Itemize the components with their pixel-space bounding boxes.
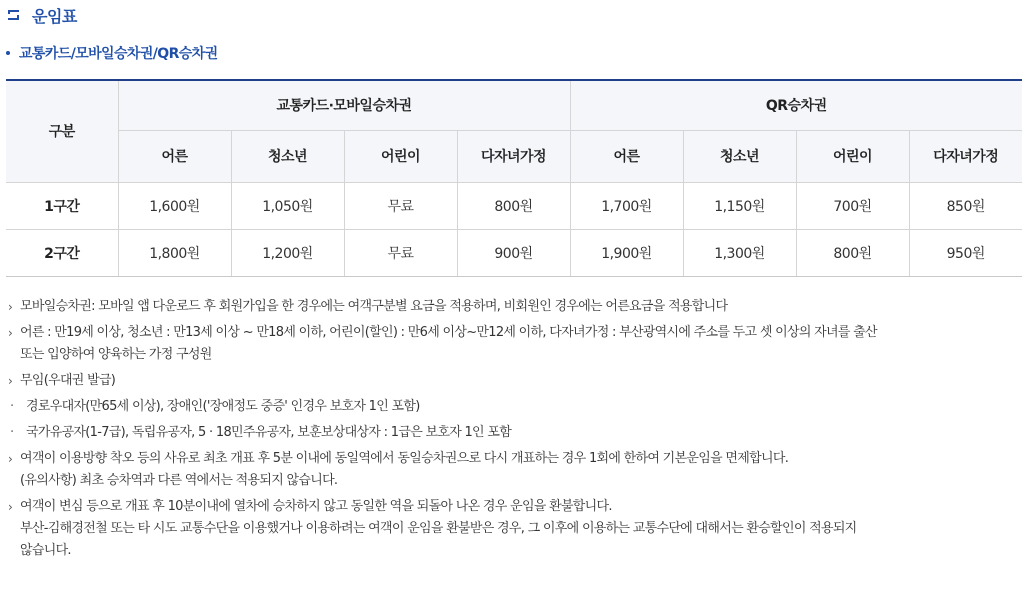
table-row — [6, 182, 1022, 229]
table-cell: 900원 — [457, 229, 570, 276]
note-direction-error — [6, 448, 1022, 492]
page-title — [8, 3, 77, 27]
table-cell: 1,050원 — [231, 182, 344, 229]
column-header: 어린이 — [344, 130, 457, 182]
section-title — [6, 43, 218, 63]
arrow-bullet-icon: › — [8, 374, 13, 388]
arrow-bullet-icon: › — [8, 500, 13, 514]
note-text: 모바일승차권: 모바일 앱 다운로드 후 회원가입을 한 경우에는 여객구분별 요금을 적용하며, 비회원인 경우에는 어른요금을 적용합니다 — [20, 299, 728, 314]
note-text: 또는 입양하여 양육하는 가정 구성원 — [20, 347, 212, 362]
table-cell: 1,200원 — [231, 229, 344, 276]
note-refund — [6, 496, 1022, 562]
column-header: 다자녀가정 — [457, 130, 570, 182]
table-cell: 800원 — [796, 229, 909, 276]
note-text: 무임(우대권 발급) — [20, 373, 116, 388]
table-cell: 1,150원 — [683, 182, 796, 229]
dot-bullet-icon: · — [10, 399, 14, 414]
column-header: 청소년 — [231, 130, 344, 182]
column-header: 어른 — [118, 130, 231, 182]
section-title-text: 교통카드/모바일승차권/QR승차권 — [19, 46, 218, 62]
table-cell: 850원 — [909, 182, 1022, 229]
note-mobile-ticket — [6, 296, 1022, 318]
sub-note-text: 국가유공자(1-7급), 독립유공자, 5 · 18민주유공자, 보훈보상대상자 : 1급은 보호자 1인 포함 — [26, 425, 512, 440]
table-cell: 950원 — [909, 229, 1022, 276]
table-cell: 무료 — [344, 229, 457, 276]
note-text: 않습니다. — [20, 543, 71, 558]
group-header-card-mobile: 교통카드·모바일승차권 — [118, 80, 570, 130]
corner-header: 구분 — [6, 80, 118, 182]
table-cell: 1,600원 — [118, 182, 231, 229]
group-header-qr: QR승차권 — [570, 80, 1022, 130]
column-header: 다자녀가정 — [909, 130, 1022, 182]
note-text: 여객이 이용방향 착오 등의 사유로 최초 개표 후 5분 이내에 동일역에서 동일승차권으로 다시 개표하는 경우 1회에 한하여 기본운임을 면제합니다. — [20, 451, 789, 466]
table-cell: 700원 — [796, 182, 909, 229]
table-row — [6, 229, 1022, 276]
table-subheader-row — [6, 130, 1022, 182]
table-cell: 800원 — [457, 182, 570, 229]
section-heading-icon — [8, 9, 20, 21]
arrow-bullet-icon: › — [8, 452, 13, 466]
note-passenger-types — [6, 322, 1022, 366]
dot-bullet-icon: · — [10, 425, 14, 440]
page-title-text: 운임표 — [32, 6, 77, 26]
sub-note-senior-disabled — [6, 396, 1022, 418]
table-cell: 1,300원 — [683, 229, 796, 276]
notes-list — [6, 296, 1022, 566]
fare-table — [6, 79, 1022, 277]
arrow-bullet-icon: › — [8, 300, 13, 314]
column-header: 어린이 — [796, 130, 909, 182]
note-free-ride — [6, 370, 1022, 392]
column-header: 청소년 — [683, 130, 796, 182]
sub-note-merit — [6, 422, 1022, 444]
table-header-row — [6, 80, 1022, 130]
column-header: 어른 — [570, 130, 683, 182]
note-text: 여객이 변심 등으로 개표 후 10분이내에 열차에 승차하지 않고 동일한 역을 되돌아 나온 경우 운임을 환불합니다. — [20, 499, 612, 514]
note-text: 어른 : 만19세 이상, 청소년 : 만13세 이상 ~ 만18세 이하, 어린이(할인) : 만6세 이상~만12세 이하, 다자녀가정 : 부산광역시에 주소를 두고 셋 이상의 자녀를 출산 — [20, 325, 877, 340]
row-header: 1구간 — [6, 182, 118, 229]
sub-note-text: 경로우대자(만65세 이상), 장애인('장애정도 중증' 인경우 보호자 1인 포함) — [26, 399, 420, 414]
table-cell: 1,700원 — [570, 182, 683, 229]
table-cell: 무료 — [344, 182, 457, 229]
table-cell: 1,900원 — [570, 229, 683, 276]
table-cell: 1,800원 — [118, 229, 231, 276]
note-text: 부산-김해경전철 또는 타 시도 교통수단을 이용했거나 이용하려는 여객이 운임을 환불받은 경우, 그 이후에 이용하는 교통수단에 대해서는 환승할인이 적용되지 — [20, 521, 857, 536]
row-header: 2구간 — [6, 229, 118, 276]
arrow-bullet-icon: › — [8, 326, 13, 340]
bullet-icon — [6, 51, 10, 55]
note-text: (유의사항) 최초 승차역과 다른 역에서는 적용되지 않습니다. — [20, 473, 338, 488]
